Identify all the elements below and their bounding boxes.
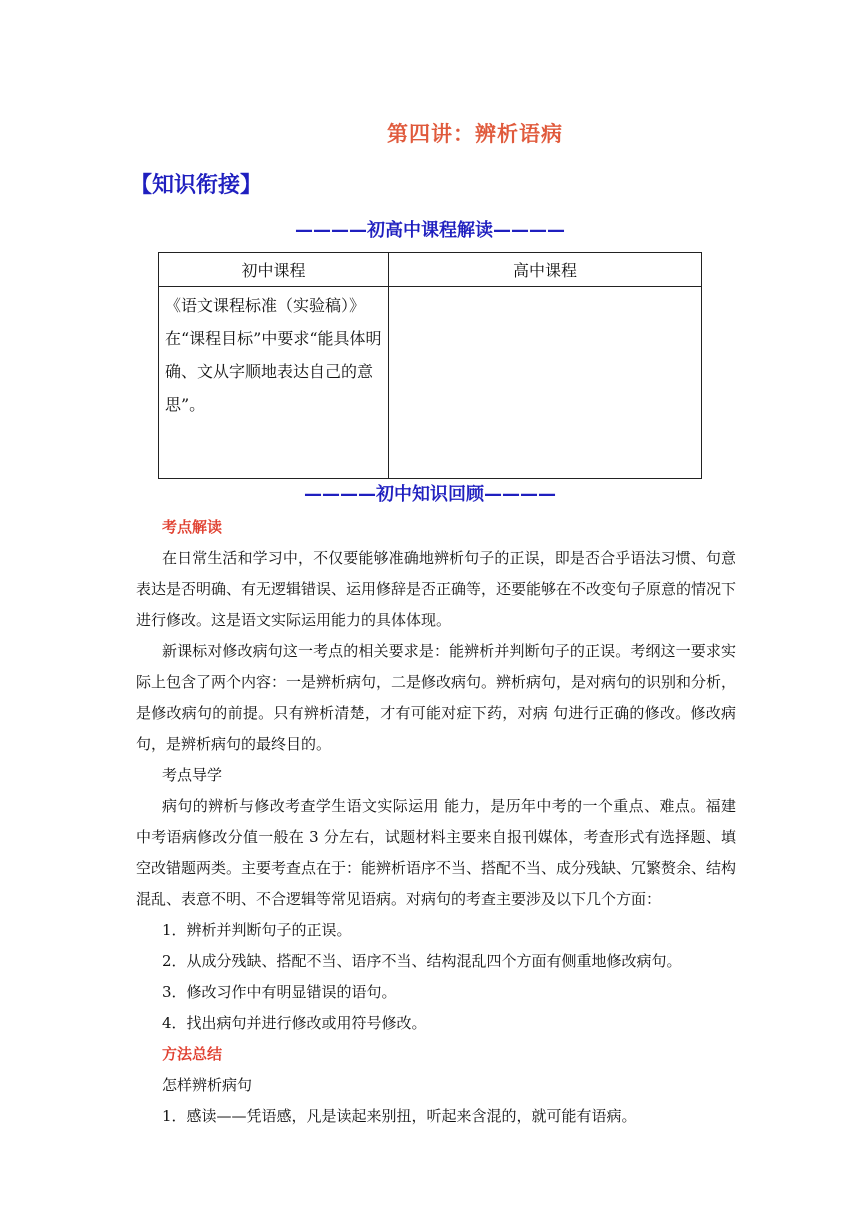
table-cell-senior: [389, 287, 702, 479]
kaodian-jiedu-paragraph-1: 在日常生活和学习中，不仅要能够准确地辨析句子的正误，即是否合乎语法习惯、句意表达是否明确、有无逻辑错误、运用修辞是否正确等，还要能够在不改变句子原意的情况下进行修改。这是语文实际运用能力的具体体现。: [136, 549, 737, 629]
course-heading: ————初高中课程解读————: [295, 220, 565, 241]
table-cell-junior: 《语文课程标准（实验稿）》在“课程目标”中要求“能具体明确、文从字顺地表达自己的意思”。: [159, 287, 389, 479]
list-item: 4．找出病句并进行修改或用符号修改。: [162, 1014, 427, 1032]
kaodian-jiedu-paragraph-2: 新课标对修改病句这一考点的相关要求是：能辨析并判断句子的正误。考纲这一要求实际上包含了两个内容：一是辨析病句，二是修改病句。辨析病句，是对病句的识别和分析，是修改病句的前提。只有辨析清楚，才有可能对症下药，对病 句进行正确的修改。修改病句，是辨析病句的最终目的。: [136, 642, 737, 753]
list-item: 1．感读——凭语感，凡是读起来别扭，听起来含混的，就可能有语病。: [162, 1107, 637, 1125]
page-title: 第四讲：辨析语病: [387, 121, 563, 146]
fangfa-label: 方法总结: [162, 1045, 223, 1063]
body-content: [136, 512, 736, 1132]
review-heading: ————初中知识回顾————: [304, 484, 556, 505]
table-header-junior: 初中课程: [159, 253, 389, 287]
kaodian-daoxue-label: 考点导学: [162, 766, 223, 784]
fangfa-subtitle: 怎样辨析病句: [162, 1076, 253, 1094]
table-header-senior: 高中课程: [389, 253, 702, 287]
list-item: 3．修改习作中有明显错误的语句。: [162, 983, 397, 1001]
kaodian-daoxue-paragraph: 病句的辨析与修改考查学生语文实际运用 能力，是历年中考的一个重点、难点。福建中考语病修改分值一般在 3 分左右，试题材料主要来自报刊媒体，考查形式有选择题、填空改错题两类。主要考查点在于：能辨析语序不当、搭配不当、成分残缺、冗繁赘余、结构混乱、表意不明、不合逻辑等常见语病。对病句的考查主要涉及以下几个方面：: [136, 797, 737, 908]
section-heading: 【知识衔接】: [130, 173, 263, 198]
list-item: 2．从成分残缺、搭配不当、语序不当、结构混乱四个方面有侧重地修改病句。: [162, 952, 682, 970]
list-item: 1．辨析并判断句子的正误。: [162, 921, 352, 939]
course-table: [158, 252, 702, 479]
kaodian-jiedu-label: 考点解读: [162, 518, 223, 536]
